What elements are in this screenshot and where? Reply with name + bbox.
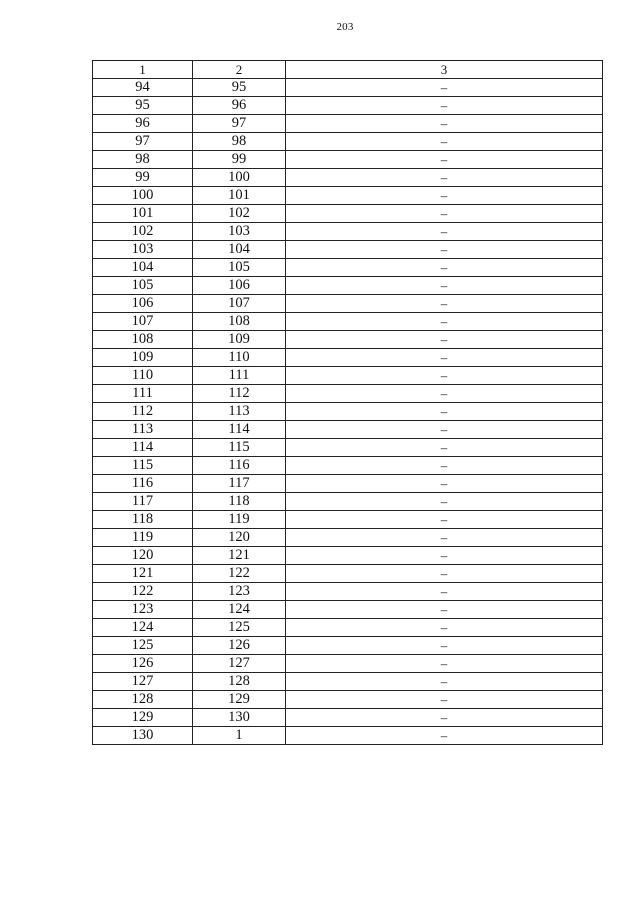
column-header-1: 1: [93, 61, 193, 79]
table-cell-col2: 120: [193, 529, 286, 547]
table-cell-col3: –: [286, 457, 603, 475]
table-cell-col2: 127: [193, 655, 286, 673]
table-cell-col2: 116: [193, 457, 286, 475]
table-row: [93, 457, 603, 475]
table-header: [93, 61, 603, 79]
table-cell-col3: –: [286, 403, 603, 421]
table-cell-col2: 117: [193, 475, 286, 493]
header-row: [93, 61, 603, 79]
table-cell-col1: 120: [93, 547, 193, 565]
table-row: [93, 259, 603, 277]
table-cell-col3: –: [286, 277, 603, 295]
table-cell-col2: 107: [193, 295, 286, 313]
table-cell-col2: 103: [193, 223, 286, 241]
table-row: [93, 241, 603, 259]
table-row: [93, 583, 603, 601]
table-cell-col1: 103: [93, 241, 193, 259]
table-row: [93, 295, 603, 313]
table-cell-col3: –: [286, 97, 603, 115]
table-cell-col3: –: [286, 583, 603, 601]
table-cell-col3: –: [286, 637, 603, 655]
table-cell-col1: 129: [93, 709, 193, 727]
page-number: 203: [336, 21, 354, 33]
table-cell-col3: –: [286, 475, 603, 493]
table-cell-col1: 98: [93, 151, 193, 169]
table-cell-col1: 102: [93, 223, 193, 241]
table-cell-col2: 125: [193, 619, 286, 637]
table-cell-col1: 107: [93, 313, 193, 331]
table-cell-col1: 105: [93, 277, 193, 295]
table-cell-col2: 114: [193, 421, 286, 439]
table-row: [93, 385, 603, 403]
table-row: [93, 565, 603, 583]
table-cell-col2: 123: [193, 583, 286, 601]
table-cell-col2: 128: [193, 673, 286, 691]
table-row: [93, 133, 603, 151]
table-cell-col2: 111: [193, 367, 286, 385]
table-row: [93, 673, 603, 691]
table-cell-col3: –: [286, 169, 603, 187]
table-cell-col1: 118: [93, 511, 193, 529]
table-row: [93, 367, 603, 385]
table-row: [93, 79, 603, 97]
table-row: [93, 277, 603, 295]
table-row: [93, 547, 603, 565]
table-cell-col3: –: [286, 529, 603, 547]
table-cell-col1: 121: [93, 565, 193, 583]
table-cell-col1: 116: [93, 475, 193, 493]
table-cell-col1: 114: [93, 439, 193, 457]
table-row: [93, 727, 603, 745]
table-cell-col3: –: [286, 349, 603, 367]
table-row: [93, 187, 603, 205]
table-cell-col3: –: [286, 223, 603, 241]
table-row: [93, 619, 603, 637]
table-cell-col1: 117: [93, 493, 193, 511]
table-cell-col2: 126: [193, 637, 286, 655]
table-cell-col1: 97: [93, 133, 193, 151]
table-row: [93, 511, 603, 529]
table-cell-col3: –: [286, 259, 603, 277]
table-cell-col1: 96: [93, 115, 193, 133]
table-row: [93, 205, 603, 223]
table-cell-col3: –: [286, 601, 603, 619]
table-row: [93, 529, 603, 547]
table-cell-col3: –: [286, 151, 603, 169]
table-cell-col3: –: [286, 385, 603, 403]
table-cell-col3: –: [286, 673, 603, 691]
table-cell-col2: 95: [193, 79, 286, 97]
table-cell-col2: 121: [193, 547, 286, 565]
column-header-3: 3: [286, 61, 603, 79]
table-row: [93, 403, 603, 421]
table-cell-col1: 104: [93, 259, 193, 277]
table-cell-col2: 115: [193, 439, 286, 457]
table-cell-col2: 130: [193, 709, 286, 727]
table-cell-col1: 95: [93, 97, 193, 115]
table-cell-col2: 96: [193, 97, 286, 115]
table-cell-col1: 125: [93, 637, 193, 655]
table-cell-col1: 109: [93, 349, 193, 367]
table-row: [93, 493, 603, 511]
table-cell-col1: 99: [93, 169, 193, 187]
table-cell-col3: –: [286, 619, 603, 637]
table-cell-col1: 112: [93, 403, 193, 421]
table-cell-col2: 113: [193, 403, 286, 421]
data-table: [92, 60, 603, 745]
table-cell-col3: –: [286, 205, 603, 223]
table-cell-col3: –: [286, 421, 603, 439]
table-cell-col2: 100: [193, 169, 286, 187]
table-cell-col2: 106: [193, 277, 286, 295]
table-cell-col1: 101: [93, 205, 193, 223]
table-cell-col2: 112: [193, 385, 286, 403]
table-cell-col3: –: [286, 565, 603, 583]
table-cell-col3: –: [286, 241, 603, 259]
table-cell-col2: 124: [193, 601, 286, 619]
table-cell-col2: 97: [193, 115, 286, 133]
table-cell-col1: 130: [93, 727, 193, 745]
table-cell-col2: 104: [193, 241, 286, 259]
table-row: [93, 97, 603, 115]
table-row: [93, 313, 603, 331]
table-cell-col3: –: [286, 115, 603, 133]
table-cell-col1: 113: [93, 421, 193, 439]
table-cell-col2: 109: [193, 331, 286, 349]
table-cell-col1: 128: [93, 691, 193, 709]
table-row: [93, 691, 603, 709]
table-cell-col3: –: [286, 367, 603, 385]
table-row: [93, 349, 603, 367]
table-cell-col3: –: [286, 331, 603, 349]
table-cell-col3: –: [286, 493, 603, 511]
table-cell-col3: –: [286, 79, 603, 97]
table-cell-col2: 105: [193, 259, 286, 277]
table-cell-col3: –: [286, 295, 603, 313]
column-header-2: 2: [193, 61, 286, 79]
table-row: [93, 439, 603, 457]
table-cell-col2: 101: [193, 187, 286, 205]
table-row: [93, 115, 603, 133]
table-cell-col2: 118: [193, 493, 286, 511]
table-row: [93, 709, 603, 727]
table-cell-col1: 126: [93, 655, 193, 673]
table-cell-col3: –: [286, 655, 603, 673]
table-cell-col1: 124: [93, 619, 193, 637]
table-row: [93, 223, 603, 241]
table-row: [93, 421, 603, 439]
table-cell-col2: 98: [193, 133, 286, 151]
table-cell-col1: 119: [93, 529, 193, 547]
table-cell-col3: –: [286, 709, 603, 727]
table-cell-col1: 100: [93, 187, 193, 205]
table-cell-col2: 122: [193, 565, 286, 583]
table-cell-col3: –: [286, 547, 603, 565]
table-cell-col1: 94: [93, 79, 193, 97]
table-cell-col1: 115: [93, 457, 193, 475]
table-cell-col1: 123: [93, 601, 193, 619]
table-body: [93, 79, 603, 745]
table-row: [93, 601, 603, 619]
table-row: [93, 655, 603, 673]
table-cell-col2: 102: [193, 205, 286, 223]
table-cell-col3: –: [286, 313, 603, 331]
table-cell-col1: 106: [93, 295, 193, 313]
table-cell-col1: 122: [93, 583, 193, 601]
table-row: [93, 151, 603, 169]
table-cell-col3: –: [286, 511, 603, 529]
table-cell-col3: –: [286, 133, 603, 151]
table-cell-col1: 108: [93, 331, 193, 349]
table-cell-col3: –: [286, 187, 603, 205]
table-row: [93, 169, 603, 187]
table-cell-col1: 110: [93, 367, 193, 385]
table-cell-col2: 1: [193, 727, 286, 745]
table-row: [93, 475, 603, 493]
table-row: [93, 331, 603, 349]
table-cell-col2: 108: [193, 313, 286, 331]
table-cell-col1: 111: [93, 385, 193, 403]
table-cell-col3: –: [286, 439, 603, 457]
table-cell-col3: –: [286, 727, 603, 745]
table-cell-col2: 99: [193, 151, 286, 169]
table-cell-col1: 127: [93, 673, 193, 691]
table-cell-col2: 119: [193, 511, 286, 529]
table-cell-col2: 110: [193, 349, 286, 367]
table-row: [93, 637, 603, 655]
table-cell-col2: 129: [193, 691, 286, 709]
table-cell-col3: –: [286, 691, 603, 709]
